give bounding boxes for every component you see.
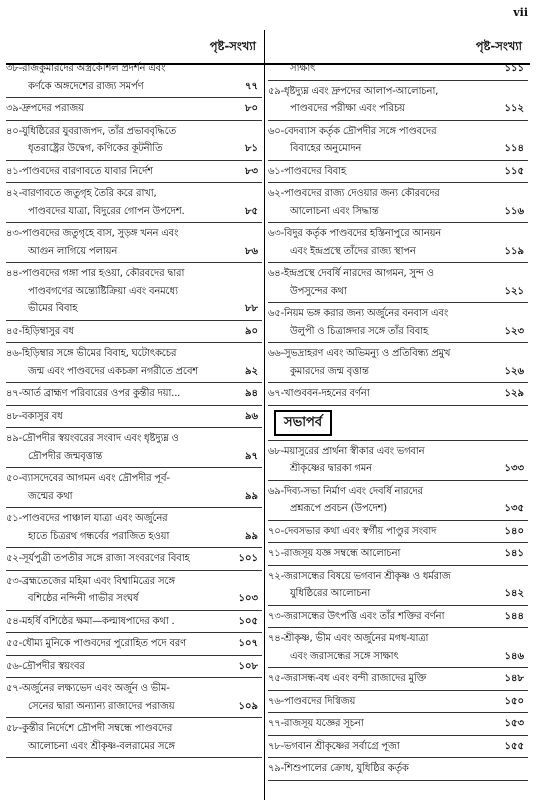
toc-entry-page: ১১১ (504, 63, 524, 74)
toc-entry-page: ৯৯ (245, 490, 258, 502)
toc-entry-title: যুধিষ্ঠিরের আলোচনা (290, 588, 371, 599)
toc-entry-title: প্রশ্নরূপে প্রবচন (উপদেশ) (290, 503, 387, 514)
toc-entry (268, 628, 528, 668)
toc-entry-line (6, 203, 262, 221)
toc-entry (268, 58, 528, 81)
toc-entry-line (6, 528, 262, 546)
toc-entry-title: ৪৬-হিড়িম্বার সঙ্গে ভীমের বিবাহ, ঘটোৎকচের (6, 348, 177, 359)
toc-entry (268, 343, 528, 383)
toc-entry-line (6, 78, 262, 96)
toc-entry-line (6, 243, 262, 261)
toc-entry (268, 543, 528, 566)
toc-right-column (268, 34, 528, 781)
toc-entry-page: ১১৪ (504, 143, 524, 154)
toc-entry-title: ৭৫-জরাসন্ধ-বধ এবং বন্দী রাজাদের মুক্তি (268, 673, 427, 684)
toc-entry-title: ৩৯-দ্রুপদের পরাজয় (6, 103, 84, 114)
toc-entry-page: ১৪২ (504, 588, 524, 599)
toc-entry-line (268, 523, 528, 541)
toc-entry-title: ৬০-বেদব্যাস কর্তৃক দ্রৌপদীর সঙ্গে পাণ্ডবদের (268, 125, 437, 137)
toc-entry-title: ৭২-জরাসন্ধের বিষয়ে ভগবান শ্রীকৃষ্ণ ও ধর্মরাজ (268, 570, 451, 582)
toc-entry-title: ৪৭-আর্ত ব্রাহ্মণ পরিবারের ওপর কুন্তীর দয়া... (6, 388, 181, 399)
toc-entry-line (268, 385, 528, 403)
toc-entry-line (268, 460, 528, 478)
toc-entry-title: দ্রৌপদীর জন্মবৃত্তান্ত (28, 450, 103, 462)
toc-entry-title: আলোচনা এবং সিদ্ধান্ত (290, 205, 379, 217)
toc-entry-title: ভীমের বিবাহ (28, 303, 78, 314)
toc-entry-line (6, 300, 262, 318)
toc-entry-title: এবং জরাসন্ধের সঙ্গে সাক্ষাৎ (290, 650, 399, 662)
toc-entry (268, 121, 528, 161)
toc-entry (268, 758, 528, 781)
toc-entry-title: ৫০-ব্যাসদেবের আগমন এবং দ্রৌপদীর পূর্ব- (6, 473, 170, 484)
toc-entry (268, 441, 528, 481)
toc-entry-title: ৭১-রাজসূয় যজ্ঞ সম্বন্ধে আলোচনা (268, 548, 401, 559)
toc-entry-title: ৭০-দেবসভার কথা এবং স্বর্গীয় পাণ্ডুর সংবাদ (268, 525, 437, 537)
toc-entry-title: এবং ইন্দ্রপ্রস্থে তাঁদের রাজ্য স্থাপন (290, 245, 416, 257)
toc-entry-line (268, 648, 528, 666)
toc-entry-line (6, 283, 262, 301)
toc-entry-page: ১০১ (238, 553, 258, 564)
toc-entry-page: ১৩৩ (504, 463, 524, 474)
toc-entry-title: কুমারদের জন্ম বৃত্তান্ত (290, 365, 369, 377)
toc-entry-title: ৭৯-শিশুপালের ক্রোধ, যুধিষ্ঠির কর্তৃক (268, 763, 409, 774)
toc-entry-page: ১১৯ (504, 245, 524, 257)
toc-entry (6, 548, 262, 571)
toc-entry-line (6, 385, 262, 403)
toc-entry (6, 406, 262, 429)
toc-entry-page: ৭৭ (244, 80, 258, 92)
toc-entry-line (6, 185, 262, 203)
toc-entry-line (6, 323, 262, 341)
toc-entry-title: আগুন লাগিয়ে পলায়ন (28, 245, 118, 257)
toc-entry (268, 481, 528, 521)
toc-entry-line (268, 323, 528, 341)
toc-entry (268, 303, 528, 343)
toc-entry-title: ৫৭-অর্জুনের লক্ষ্যভেদ এবং অর্জুন ও ভীম- (6, 683, 170, 694)
section-heading-wrap (268, 406, 528, 441)
toc-entry (268, 521, 528, 544)
toc-entry-line (268, 100, 528, 118)
toc-entry-line (6, 408, 262, 426)
toc-entry-title: আলোচনা এবং শ্রীকৃষ্ণ-বলরামের সঙ্গে (28, 740, 175, 752)
toc-entry-line (6, 60, 262, 78)
toc-entry (6, 656, 262, 679)
toc-entry-line (6, 363, 262, 381)
toc-entry-title: ৪৮-বকাসুর বধ (6, 410, 63, 422)
toc-entry (6, 263, 262, 321)
toc-entry-title: ৫৫-ধৌম্য মুনিকে পাণ্ডবদের পুরোহিত পদে বরণ (6, 638, 186, 649)
toc-entry-page: ৯৯ (245, 530, 258, 542)
toc-entry-title: ৭৪-শ্রীকৃষ্ণ, ভীম এবং অর্জুনের মগধ-যাত্রা (268, 633, 429, 644)
toc-entry-line (268, 123, 528, 141)
toc-entry-line (268, 608, 528, 626)
toc-entry-line (268, 568, 528, 586)
toc-entry (268, 668, 528, 691)
toc-entry-title: ৪০-যুধিষ্ঠিরের যুবরাজপদ, তাঁর প্রভাববৃদ্ধিতে (6, 125, 177, 137)
toc-entry (6, 571, 262, 611)
toc-entry-title: জন্মের কথা (28, 490, 73, 502)
toc-entry (6, 428, 262, 468)
toc-entry-title: ৭৮-ভগবান শ্রীকৃষ্ণের সর্বাগ্রে পূজা (268, 740, 400, 752)
toc-entry-line (6, 658, 262, 676)
toc-entry-page: ১২১ (504, 285, 524, 297)
toc-entry-title: ৬১-পাণ্ডবদের বিবাহ (268, 165, 347, 177)
toc-entry (268, 691, 528, 714)
toc-entry-line (6, 720, 262, 738)
toc-entry-title: ৩৮-রাজকুমারদের অস্ত্রকৌশল প্রদর্শন এবং (6, 63, 166, 74)
toc-entry-title: ৪৩-পাণ্ডবদের জতুগৃহে বাস, সুড়ঙ্গ খনন এবং (6, 228, 179, 239)
toc-entry-title: পাণ্ডবদের পরীক্ষা এবং পরিচয় (290, 103, 405, 114)
toc-entry-line (268, 670, 528, 688)
toc-entry (6, 508, 262, 548)
toc-entry-page: ১১২ (504, 103, 524, 114)
toc-entry-line (6, 225, 262, 243)
toc-entry (268, 183, 528, 223)
toc-entry (6, 718, 262, 758)
toc-entry-line (6, 573, 262, 591)
toc-entry-page: ১৫৩ (504, 718, 524, 729)
toc-entry-line (6, 123, 262, 141)
toc-entry-page: ৯৪ (245, 388, 258, 399)
toc-entry-title: ধৃতরাষ্ট্রের উদ্বেগ, কণিকের কূটনীতি (28, 143, 163, 154)
toc-entry-page: ৮৩ (245, 165, 258, 177)
toc-entry (6, 678, 262, 718)
page-number: vii (513, 6, 528, 19)
toc-entry-line (268, 500, 528, 518)
toc-entry-line (268, 483, 528, 501)
toc-entry-page: ১১৬ (504, 205, 524, 217)
toc-entry-page: ১০৭ (238, 638, 258, 649)
toc-entry (6, 121, 262, 161)
toc-entry-title: ৫৮-কুন্তীর নির্দেশে দ্রৌপদী সম্বন্ধে পাণ্ডবদের (6, 723, 173, 734)
toc-entry-line (6, 100, 262, 118)
toc-entry-page: ১৩৫ (504, 503, 524, 514)
toc-entry (268, 606, 528, 629)
toc-entry-page: ৯০ (245, 325, 258, 337)
toc-entry-line (268, 225, 528, 243)
toc-entry-line (268, 630, 528, 648)
toc-entry-title: বশিষ্ঠের নন্দিনী গাভীর সংঘর্ষ (28, 593, 139, 604)
toc-entry-line (6, 510, 262, 528)
toc-entry-title: পাণ্ডবগণের অন্ত্যেষ্টিক্রিয়া এবং বনমধ্যে (28, 285, 178, 297)
toc-entry-title: ৫১-পাণ্ডবদের পাঞ্চাল যাত্রা এবং অর্জুনের (6, 513, 168, 524)
toc-entry-title: ৪৯-দ্রৌপদীর স্বয়ংবরের সংবাদ এবং ধৃষ্টদ্যুম্ন ও (6, 433, 179, 444)
toc-entry-title: ৫৬-দ্রৌপদীর স্বয়ংবর (6, 660, 85, 672)
toc-entry (268, 383, 528, 406)
toc-entry-title: পাণ্ডবদের যাত্রা, বিদুরের গোপন উপদেশ. (28, 205, 185, 217)
toc-entry-line (268, 363, 528, 381)
toc-entry-page: ১০৮ (238, 660, 258, 672)
toc-entry-line (268, 265, 528, 283)
toc-entry-title: শ্রীকৃষ্ণের দ্বারকা গমন (290, 463, 372, 474)
toc-entry (268, 263, 528, 303)
toc-entry-page: ১০৩ (238, 593, 258, 604)
toc-entry-line (268, 83, 528, 101)
toc-entry-page: ৮৮ (245, 303, 258, 314)
toc-entry-title: ৫২-সূর্যপুত্রী তপতীর সঙ্গে রাজা সংবরণের বিবাহ (6, 553, 190, 564)
toc-entry-line (6, 430, 262, 448)
toc-entry-line (268, 283, 528, 301)
toc-entry-title: ৪২-বারণাবতে জতুগৃহ তৈরি করে রাখা, (6, 188, 157, 199)
toc-entry-title: উপসুন্দের কথা (290, 285, 347, 297)
toc-entry-page: ১৪১ (504, 548, 524, 559)
toc-entry-title: সেনের দ্বারা অন্যান্য রাজাদের পরাজয় (28, 700, 175, 712)
toc-entry-title: উলুপী ও চিত্রাঙ্গদার সঙ্গে তাঁর বিবাহ (290, 325, 429, 337)
toc-entry-title: ৫৯-ধৃষ্টদ্যুম্ন এবং দ্রুপদের আলাপ-আলোচনা, (268, 85, 439, 97)
toc-entry (6, 383, 262, 406)
toc-entry-title: ৭৩-জরাসন্ধের উৎপত্তি এবং তাঁর শক্তির বর্ণনা (268, 610, 445, 622)
toc-entry-line (268, 738, 528, 756)
toc-entry-title: ৬৪-ইন্দ্রপ্রস্থে দেবর্ষি নারদের আগমন, সুন্দ ও (268, 268, 434, 279)
toc-entry-line (268, 345, 528, 363)
toc-entry (268, 566, 528, 606)
toc-entry-page: ৮০ (245, 103, 258, 114)
toc-entry-line (6, 613, 262, 631)
toc-entry-page: ৮৫ (245, 205, 258, 217)
toc-entry-title: ৬৫-নিয়ম ভঙ্গ করার জন্য অর্জুনের বনবাস এবং (268, 308, 449, 319)
toc-entry-line (268, 203, 528, 221)
toc-entry-page: ১২৩ (504, 325, 524, 337)
toc-entry-line (268, 715, 528, 733)
toc-entry (6, 468, 262, 508)
toc-entry-page: ১০৫ (238, 615, 258, 627)
toc-entry-title: সাক্ষাৎ (290, 63, 316, 74)
page-count-heading-left: পৃষ্ট-সংখ্যা (209, 39, 256, 53)
toc-entry (268, 223, 528, 263)
toc-entry-page: ১৪৪ (504, 610, 524, 622)
toc-entry-title: ৪৫-হিড়িম্বাসুর বধ (6, 325, 74, 337)
toc-entry-page: ১৪৬ (504, 650, 524, 662)
toc-entry-line (268, 185, 528, 203)
toc-entry-page: ৯২ (245, 365, 258, 377)
toc-entry (6, 58, 262, 98)
toc-entry-title: ৪৪-পাণ্ডবদের গঙ্গা পার হওয়া, কৌরবদের দ্বারা (6, 268, 185, 279)
toc-entry (6, 161, 262, 184)
toc-list-left (6, 58, 262, 758)
toc-entry-line (268, 60, 528, 78)
toc-entry-title: ৬৬-সুভদ্রাহরণ এবং অভিমন্যু ও প্রতিবিন্ধ্য প্রমুখ (268, 348, 451, 359)
toc-entry-page: ১২৯ (504, 388, 524, 399)
section-heading-sabhaparva: সভাপর্ব (274, 410, 332, 436)
toc-entry (6, 611, 262, 634)
toc-entry (6, 183, 262, 223)
toc-entry (6, 223, 262, 263)
toc-entry-page: ১৫৫ (504, 740, 524, 752)
toc-entry-line (6, 163, 262, 181)
toc-entry-title: ৫৩-ব্রহ্মতেজের মহিমা এবং বিশ্বামিত্রের সঙ্গে (6, 575, 175, 587)
toc-entry-line (268, 585, 528, 603)
toc-entry-page: ৮৬ (245, 245, 258, 257)
toc-entry (268, 161, 528, 184)
toc-entry-title: ৬২-পাণ্ডবদের রাজ্য দেওয়ার জন্য কৌরবদের (268, 188, 440, 199)
toc-entry-line (268, 163, 528, 181)
toc-entry-line (268, 693, 528, 711)
toc-entry-line (6, 265, 262, 283)
toc-entry-title: বিবাহের অনুমোদন (290, 143, 362, 154)
toc-entry-line (6, 550, 262, 568)
toc-entry-page: ১০৯ (238, 700, 258, 712)
toc-entry-title: কর্ণকে অঙ্গদেশের রাজ্য সমর্পণ (28, 80, 144, 92)
toc-entry (6, 343, 262, 383)
toc-entry-page: ১২৬ (504, 365, 524, 377)
toc-entry-line (6, 470, 262, 488)
toc-entry-line (6, 345, 262, 363)
toc-entry (268, 713, 528, 736)
toc-entry-line (268, 545, 528, 563)
toc-left-column (6, 34, 262, 758)
toc-entry-line (6, 140, 262, 158)
toc-entry-page: ৯৬ (245, 410, 258, 422)
toc-entry-line (268, 305, 528, 323)
toc-entry-title: ৬৩-বিদুর কর্তৃক পাণ্ডবদের হস্তিনাপুরে আনয়ন (268, 228, 442, 239)
toc-entry-line (6, 680, 262, 698)
toc-entry-title: ৭৭-রাজসূয় যজ্ঞের সূচনা (268, 718, 364, 729)
toc-entry (6, 321, 262, 344)
toc-entry-line (6, 488, 262, 506)
toc-list-right-adiparva (268, 58, 528, 406)
toc-entry-line (268, 760, 528, 778)
toc-entry-page: ১৫০ (504, 695, 524, 707)
toc-entry-line (268, 140, 528, 158)
toc-entry-title: ৬৯-দিব্য-সভা নির্মাণ এবং দেবর্ষি নারদের (268, 485, 423, 497)
toc-entry (6, 633, 262, 656)
toc-entry-line (6, 590, 262, 608)
toc-entry-page: ১৪৮ (504, 673, 524, 684)
toc-entry-page: ৯৭ (245, 450, 258, 462)
toc-entry-page: ১১৫ (504, 165, 524, 177)
toc-entry-title: ৬৮-ময়াসুরের প্রার্থনা স্বীকার এবং ভগবান (268, 445, 425, 457)
toc-entry (268, 736, 528, 759)
toc-entry-title: ৫৪-মহর্ষি বশিষ্ঠের ক্ষমা—কল্মাষপাদের কথা . (6, 615, 175, 627)
toc-entry-line (6, 738, 262, 756)
toc-entry-line (6, 698, 262, 716)
page-count-heading-right: পৃষ্ট-সংখ্যা (475, 39, 522, 53)
column-divider (264, 30, 265, 800)
toc-entry-line (268, 243, 528, 261)
toc-entry-title: ৭৬-পাণ্ডবদের দিগ্বিজয় (268, 695, 356, 707)
toc-entry (268, 81, 528, 121)
toc-entry-page: ১৪০ (504, 525, 524, 537)
toc-entry-title: জন্ম এবং পাণ্ডবদের একচক্রা নগরীতে প্রবেশ (28, 365, 199, 377)
toc-entry-title: হাতে চিত্ররথ গন্ধর্বের পরাজিত হওয়া (28, 530, 170, 542)
toc-entry (6, 98, 262, 121)
toc-entry-page: ৮১ (245, 143, 258, 154)
toc-entry-title: ৬৭-খাণ্ডববন-দহনের বর্ণনা (268, 388, 370, 399)
toc-entry-line (268, 443, 528, 461)
toc-entry-title: ৪১-পাণ্ডবদের বারণাবতে যাবার নির্দেশ (6, 165, 153, 177)
toc-list-right-sabhaparva (268, 441, 528, 781)
toc-entry-line (6, 448, 262, 466)
toc-entry-line (6, 635, 262, 653)
